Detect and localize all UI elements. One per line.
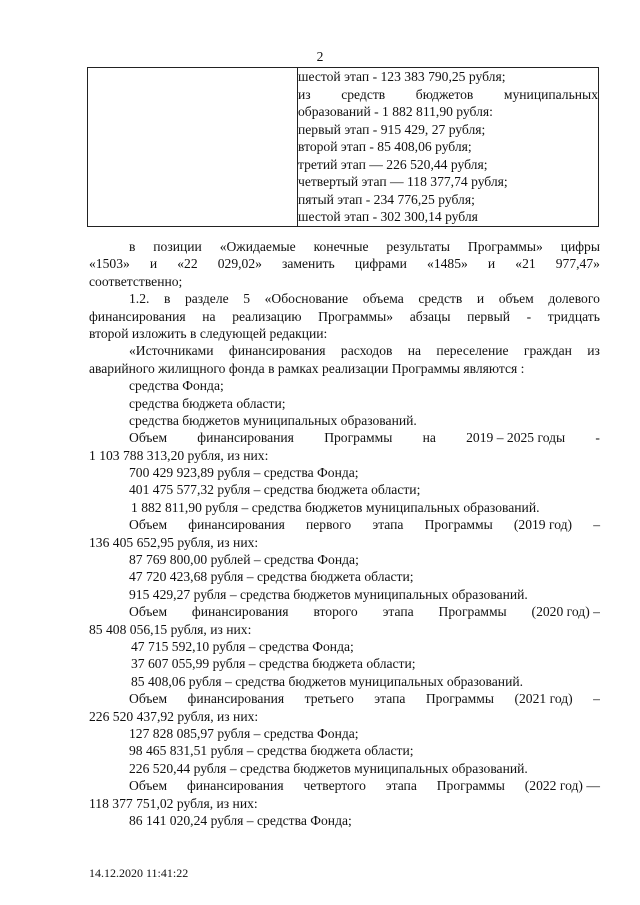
word: из: [298, 86, 311, 102]
word: (2022 год) —: [524, 778, 600, 794]
funding-table: [87, 67, 599, 227]
table-line: второй этап - 85 408,06 рубля;: [298, 139, 472, 154]
text-line: [89, 255, 600, 272]
word: «1485»: [427, 256, 468, 272]
table-line: первый этап - 915 429, 27 рубля;: [298, 121, 486, 137]
word: четвертого: [303, 778, 366, 794]
word: тридцать: [547, 308, 600, 324]
word: 2019 – 2025 годы: [466, 430, 566, 446]
text-line: 47 720 423,68 рубля – средства бюджета области;: [129, 569, 414, 585]
word: -: [526, 308, 532, 324]
word: «1503»: [89, 256, 130, 272]
word: финансирования: [197, 430, 294, 446]
word: Программы: [324, 430, 393, 446]
word: второго: [313, 604, 358, 620]
word: –: [593, 691, 600, 707]
word: финансирования: [187, 691, 285, 707]
word: финансирования: [191, 604, 289, 620]
text-line: 226 520 437,92 рубля, из них:: [89, 708, 259, 724]
word: Программы: [436, 778, 505, 794]
text-line: 127 828 085,97 рубля – средства Фонда;: [129, 725, 359, 741]
word: «Обоснование: [264, 291, 349, 307]
text-line: 86 141 020,24 рубля – средства Фонда;: [129, 812, 352, 828]
word: расходов: [340, 343, 393, 359]
word: переселение: [436, 343, 509, 359]
text-line: 226 520,44 рубля – средства бюджетов муниципальных образований.: [129, 760, 528, 776]
text-line: 700 429 923,89 рубля – средства Фонда;: [129, 465, 359, 481]
text-line: второй изложить в следующей редакции:: [89, 325, 328, 341]
text-line: 1 103 788 313,20 рубля, из них:: [89, 447, 269, 463]
word: «Ожидаемые: [219, 239, 296, 254]
table-line: четвертый этап — 118 377,74 рубля;: [298, 174, 508, 189]
text-line: [89, 690, 600, 707]
text-line: 401 475 577,32 рубля – средства бюджета области;: [129, 482, 421, 498]
word: бюджетов: [415, 86, 474, 102]
text-line: средства Фонда;: [129, 378, 224, 394]
word: абзацы: [409, 308, 451, 324]
table-line: шестой этап - 123 383 790,25 рубля;: [298, 69, 506, 84]
table-line: [298, 86, 598, 104]
text-line: [89, 516, 600, 533]
word: этапа: [385, 778, 417, 794]
word: этапа: [374, 691, 406, 707]
word: в: [163, 291, 171, 307]
table-right-cell: [298, 68, 599, 227]
word: в: [129, 239, 136, 254]
document-body: [89, 238, 600, 829]
text-line: средства бюджетов муниципальных образований.: [129, 412, 417, 428]
text-line: 47 715 592,10 рубля – средства Фонда;: [131, 638, 354, 654]
word: Программы»: [318, 308, 394, 324]
word: «Источниками: [129, 343, 214, 359]
word: этапа: [372, 517, 404, 533]
text-line: [89, 342, 600, 359]
word: долевого: [548, 291, 600, 307]
word: результаты: [386, 239, 451, 254]
text-line: средства бюджета области;: [129, 395, 286, 411]
word: финансирования: [89, 308, 186, 324]
table-line: образований - 1 882 811,90 рубля:: [298, 104, 493, 119]
word: Программы: [438, 604, 507, 620]
word: муниципальных: [503, 86, 598, 102]
word: на: [422, 430, 436, 446]
table-line: пятый этап - 234 776,25 рубля;: [298, 191, 475, 207]
text-line: 915 429,27 рубля – средства бюджетов муниципальных образований.: [129, 586, 528, 602]
word: и: [476, 291, 485, 307]
table-line: третий этап — 226 520,44 рубля;: [298, 156, 488, 172]
word: (2020 год) –: [531, 604, 600, 620]
word: 5: [243, 291, 251, 307]
text-line: 136 405 652,95 рубля, из них:: [89, 534, 259, 550]
word: граждан: [523, 343, 572, 359]
table-line: шестой этап - 302 300,14 рубля: [298, 209, 478, 224]
word: «21: [515, 256, 536, 272]
print-timestamp: 14.12.2020 11:41:22: [89, 866, 189, 880]
word: Объем: [129, 778, 168, 794]
text-line: [89, 238, 600, 255]
word: разделе: [184, 291, 229, 307]
text-line: аварийного жилищного фонда в рамках реализации Программы являются :: [89, 360, 525, 376]
word: Программы: [425, 691, 495, 707]
word: на: [407, 343, 422, 359]
word: финансирования: [228, 343, 326, 359]
word: первый: [467, 308, 510, 324]
text-line: 118 377 751,02 рубля, из них:: [89, 795, 258, 811]
word: цифрами: [354, 256, 407, 272]
text-line: [89, 429, 600, 446]
word: третьего: [304, 691, 354, 707]
text-line: 85 408 056,15 рубля, из них:: [89, 621, 252, 637]
word: Программы»: [467, 239, 543, 254]
word: Объем: [129, 691, 168, 707]
word: этапа: [382, 604, 414, 620]
word: –: [593, 517, 600, 533]
word: (2019 год): [513, 517, 573, 533]
word: из: [587, 343, 600, 359]
text-line: 98 465 831,51 рубля – средства бюджета области;: [129, 743, 414, 759]
table-left-cell: [88, 68, 298, 227]
word: объем: [498, 291, 534, 307]
word: реализацию: [232, 308, 302, 324]
word: позиции: [153, 239, 202, 254]
word: Программы: [424, 517, 493, 533]
word: финансирования: [188, 517, 285, 533]
text-line: 87 769 800,00 рублей – средства Фонда;: [129, 552, 359, 568]
text-line: 1 882 811,90 рубля – средства бюджетов муниципальных образований.: [131, 499, 540, 515]
word: заменить: [282, 256, 335, 272]
word: и: [149, 256, 158, 272]
word: 977,47»: [555, 256, 600, 272]
word: -: [595, 430, 600, 446]
text-line: [89, 777, 600, 794]
word: средств: [418, 291, 463, 307]
word: (2021 год): [514, 691, 573, 707]
text-line: [89, 290, 600, 307]
word: Объем: [129, 604, 168, 620]
word: средств: [341, 86, 386, 102]
page-number: 2: [316, 49, 324, 64]
text-line: соответственно;: [89, 273, 183, 289]
word: конечные: [313, 239, 369, 254]
word: Объем: [129, 430, 168, 446]
text-line: [89, 308, 600, 325]
text-line: [89, 603, 600, 620]
word: 1.2.: [129, 291, 150, 307]
word: Объем: [129, 517, 168, 533]
word: первого: [305, 517, 352, 533]
word: объема: [362, 291, 404, 307]
word: на: [202, 308, 216, 324]
text-line: 85 408,06 рубля – средства бюджетов муниципальных образований.: [131, 673, 524, 689]
text-line: 37 607 055,99 рубля – средства бюджета области;: [131, 656, 416, 672]
word: финансирования: [186, 778, 284, 794]
word: 029,02»: [217, 256, 262, 272]
word: «22: [177, 256, 198, 272]
word: цифры: [560, 239, 600, 254]
word: и: [487, 256, 496, 272]
